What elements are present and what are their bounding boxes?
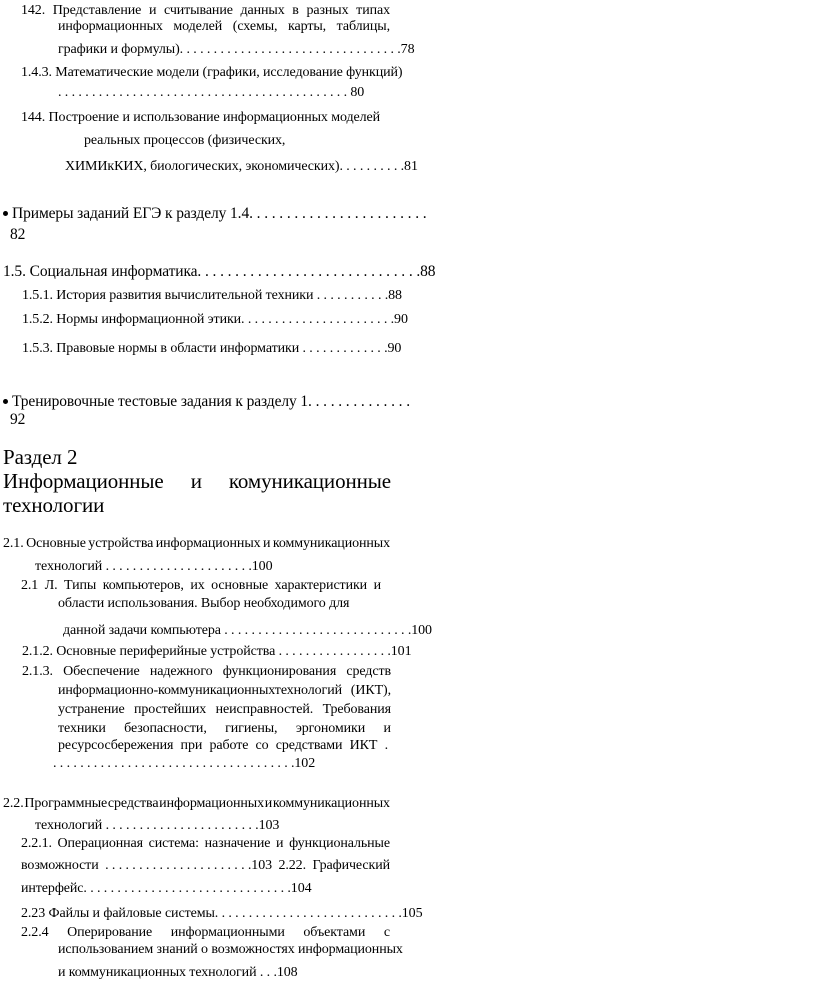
word: функционирования bbox=[222, 664, 337, 679]
toc-144-line1: 144. Построение и использование информационных моделей bbox=[21, 110, 380, 125]
word: устранение bbox=[58, 702, 125, 717]
word: неисправностей. bbox=[215, 702, 314, 717]
toc-21-line1 bbox=[3, 537, 390, 551]
toc-223: 2.23 Файлы и файловые системы. . . . . . . . . . . . . . . . . . . . . . . . . . . .105 bbox=[21, 906, 423, 921]
word: эргономики bbox=[295, 721, 366, 736]
word: в bbox=[292, 3, 299, 18]
word: Л. bbox=[44, 578, 58, 593]
word: информационных bbox=[58, 19, 163, 34]
toc-22-line1 bbox=[3, 797, 390, 811]
word: данных bbox=[240, 3, 285, 18]
word: и bbox=[263, 536, 271, 551]
word: считывание bbox=[164, 3, 233, 18]
word: компьютеров, bbox=[102, 578, 184, 593]
word: и bbox=[264, 796, 273, 811]
toc-213-line2 bbox=[58, 684, 391, 698]
toc-training-page: 92 bbox=[10, 411, 26, 428]
word: их bbox=[190, 578, 205, 593]
word: 2.2. bbox=[3, 796, 24, 811]
toc-ege-examples-page: 82 bbox=[10, 226, 26, 243]
word: и bbox=[190, 469, 202, 493]
word: при bbox=[180, 738, 203, 753]
word: (схемы, bbox=[232, 19, 278, 34]
toc-224-line2: использованием знаний о возможностях информационных bbox=[58, 942, 403, 957]
word: 2.1. bbox=[3, 536, 24, 551]
word: 2.22. bbox=[278, 858, 306, 873]
toc-142-line2 bbox=[58, 20, 390, 34]
word: возможности bbox=[21, 858, 99, 873]
word: назначение bbox=[204, 836, 271, 851]
word: информационными bbox=[170, 925, 285, 940]
word: Операционная bbox=[57, 836, 143, 851]
toc-211-line3: данной задачи компьютера . . . . . . . . . . . . . . . . . . . . . . . . . . . .100 bbox=[63, 623, 432, 638]
toc-224-line3: и коммуникационных технологий . . .108 bbox=[58, 965, 298, 980]
toc-152: 1.5.2. Нормы информационной этики. . . . . . . . . . . . . . . . . . . . . . .90 bbox=[22, 312, 408, 327]
bullet-icon bbox=[3, 211, 8, 216]
word: 2.1.3. bbox=[22, 664, 53, 679]
toc-144-line2: реальных процессов (физических, bbox=[84, 133, 286, 148]
word: . bbox=[384, 738, 388, 753]
toc-153: 1.5.3. Правовые нормы в области информатики . . . . . . . . . . . . .90 bbox=[22, 341, 402, 356]
word: безопасности, bbox=[124, 721, 207, 736]
toc-144-line3: ХИМИкКИХ, биологических, экономических). . . . . . . . . .81 bbox=[65, 159, 418, 174]
toc-151: 1.5.1. История развития вычислительной техники . . . . . . . . . . .88 bbox=[22, 288, 402, 303]
word: основные bbox=[211, 578, 269, 593]
word: Типы bbox=[64, 578, 97, 593]
word: Графический bbox=[312, 858, 390, 873]
word: со bbox=[255, 738, 269, 753]
word: Требования bbox=[322, 702, 391, 717]
word: разных bbox=[306, 3, 349, 18]
word: функциональные bbox=[289, 836, 390, 851]
word: Основные bbox=[26, 536, 86, 551]
word: комуникационные bbox=[228, 469, 391, 493]
word: техники bbox=[58, 721, 106, 736]
toc-213-line4 bbox=[58, 722, 391, 736]
word: Обеспечение bbox=[63, 664, 140, 679]
word: простейших bbox=[134, 702, 207, 717]
word: гигиены, bbox=[225, 721, 278, 736]
word: ресурсосбережения bbox=[58, 738, 174, 753]
word: 142. bbox=[21, 3, 46, 18]
word: 2.2.1. bbox=[21, 836, 52, 851]
word: Информационные bbox=[3, 469, 164, 493]
toc-221-line2 bbox=[21, 859, 390, 873]
toc-221-line3: интерфейс. . . . . . . . . . . . . . . . . . . . . . . . . . . . . . .104 bbox=[21, 881, 312, 896]
toc-143-line2: . . . . . . . . . . . . . . . . . . . . . . . . . . . . . . . . . . . . . . . . . . . 80 bbox=[58, 85, 365, 100]
word: таблицы, bbox=[336, 19, 390, 34]
toc-221-line1 bbox=[21, 837, 390, 851]
word: 2.2.4 bbox=[21, 925, 49, 940]
bullet-icon bbox=[3, 399, 8, 404]
word: и bbox=[383, 721, 391, 736]
word: 2.1 bbox=[21, 578, 39, 593]
toc-213-line6: . . . . . . . . . . . . . . . . . . . . . . . . . . . . . . . . . . . .102 bbox=[53, 756, 316, 771]
word: средствами bbox=[275, 738, 343, 753]
toc-211-line1 bbox=[21, 579, 381, 593]
toc-213-line5 bbox=[58, 739, 388, 753]
word: коммуникационных bbox=[272, 536, 390, 551]
toc-22-line2: технологий . . . . . . . . . . . . . . . . . . . . . . .103 bbox=[35, 818, 280, 833]
word: с bbox=[383, 925, 390, 940]
toc-142-line3: графики и формулы). . . . . . . . . . . . . . . . . . . . . . . . . . . . . . . . .78 bbox=[58, 42, 415, 57]
word: система: bbox=[148, 836, 199, 851]
word: информационно-коммуникационныхтехнологий bbox=[58, 683, 342, 698]
word: информационных bbox=[155, 536, 261, 551]
word: моделей bbox=[173, 19, 223, 34]
part2-subtitle-line2: технологии bbox=[3, 493, 105, 517]
toc-211-line2: области использования. Выбор необходимого для bbox=[58, 596, 350, 611]
word: и bbox=[276, 836, 284, 851]
toc-212: 2.1.2. Основные периферийные устройства . . . . . . . . . . . . . . . . .101 bbox=[22, 644, 412, 659]
part2-title: Раздел 2 bbox=[3, 445, 78, 469]
toc-224-line1 bbox=[21, 926, 390, 940]
word: средства bbox=[107, 796, 159, 811]
toc-15-title: 1.5. Социальная информатика. . . . . . . . . . . . . . . . . . . . . . . . . . . . . .88 bbox=[3, 263, 436, 280]
word: устройства bbox=[88, 536, 154, 551]
part2-subtitle-line1 bbox=[3, 471, 391, 492]
word: Представление bbox=[52, 3, 142, 18]
word: ИКТ bbox=[349, 738, 378, 753]
word: работе bbox=[209, 738, 249, 753]
toc-142-line1 bbox=[21, 4, 390, 18]
word: карты, bbox=[288, 19, 327, 34]
word: информационных bbox=[159, 796, 264, 811]
word: и bbox=[373, 578, 381, 593]
word: . . . . . . . . . . . . . . . . . . . . . .103 bbox=[105, 858, 272, 873]
word: средств bbox=[346, 664, 391, 679]
word: типах bbox=[356, 3, 390, 18]
toc-213-line3 bbox=[58, 703, 391, 717]
toc-213-line1 bbox=[22, 665, 391, 679]
toc-143-line1: 1.4.3. Математические модели (графики, исследование функций) bbox=[21, 65, 403, 80]
toc-training-line1: Тренировочные тестовые задания к разделу 1. . . . . . . . . . . . . . bbox=[12, 393, 410, 410]
word: коммуникационных bbox=[272, 796, 390, 811]
toc-ege-examples-line1: Примеры заданий ЕГЭ к разделу 1.4. . . . . . . . . . . . . . . . . . . . . . . . bbox=[12, 205, 427, 222]
toc-21-line2: технологий . . . . . . . . . . . . . . . . . . . . . .100 bbox=[35, 559, 273, 574]
word: (ИКТ), bbox=[350, 683, 391, 698]
word: объектами bbox=[303, 925, 366, 940]
word: надежного bbox=[149, 664, 213, 679]
word: и bbox=[148, 3, 157, 18]
word: Программные bbox=[24, 796, 108, 811]
word: Оперирование bbox=[67, 925, 153, 940]
word: характеристики bbox=[274, 578, 368, 593]
